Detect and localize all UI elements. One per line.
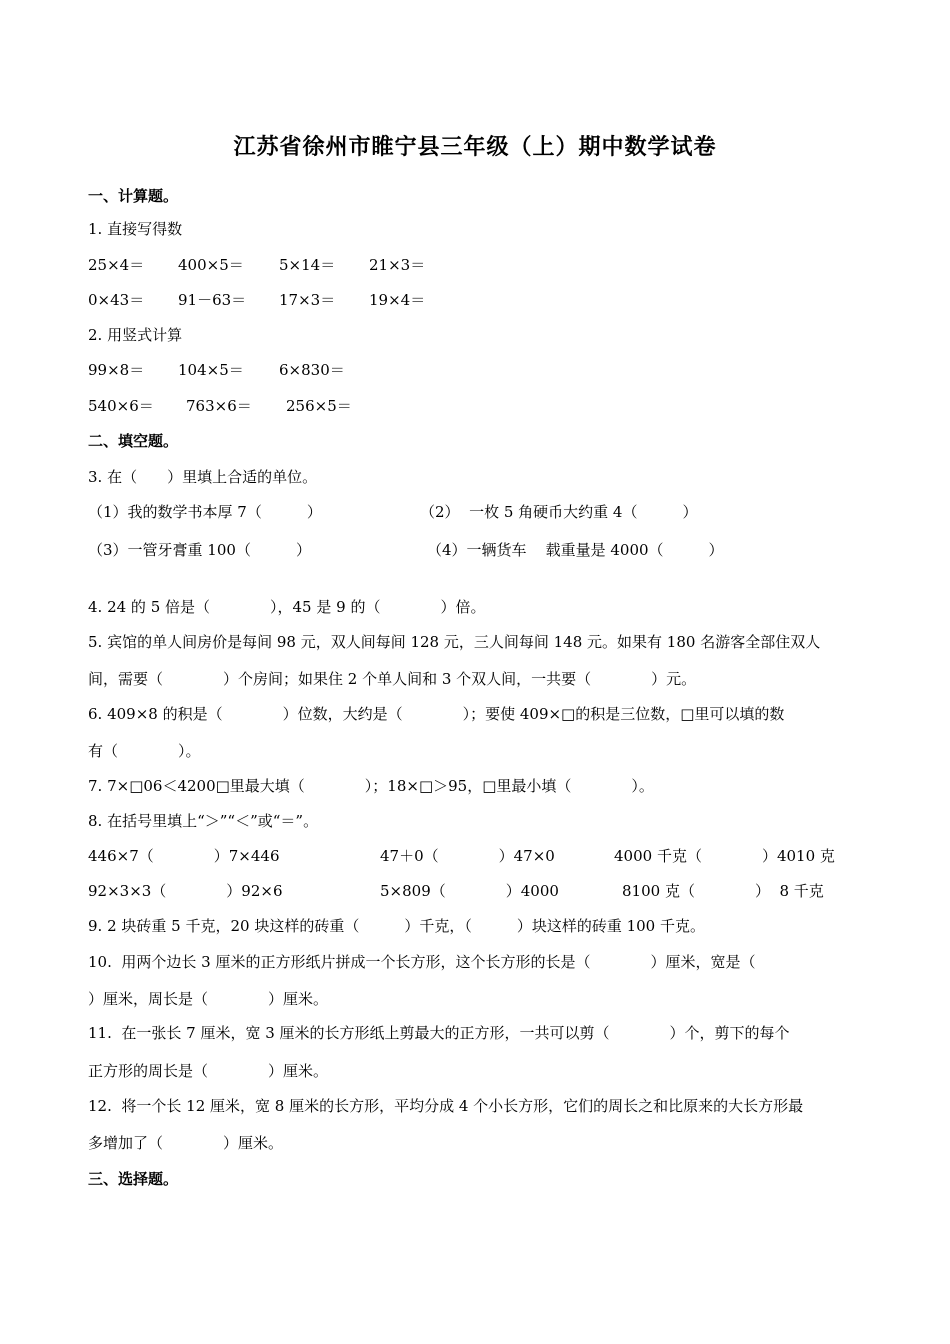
q1-item: 91－63＝	[178, 291, 247, 309]
q8-item: 446×7（ ）7×446	[88, 847, 280, 865]
q1-item: 17×3＝	[279, 291, 336, 309]
q3-item: （4）一辆货车 载重量是 4000（ ）	[427, 541, 724, 559]
question-11-line-2: 正方形的周长是（ ）厘米。	[88, 1062, 329, 1080]
question-12-line-2: 多增加了（ ）厘米。	[88, 1134, 284, 1152]
question-11-line-1: 11. 在一张长 7 厘米，宽 3 厘米的长方形纸上剪最大的正方形，一共可以剪（ ）个，剪下的每个	[88, 1024, 790, 1042]
q8-item: 4000 千克（ ）4010 克	[614, 847, 835, 865]
question-9: 9. 2 块砖重 5 千克，20 块这样的砖重（ ）千克，（ ）块这样的砖重 100 千克。	[88, 917, 705, 935]
question-12-line-1: 12. 将一个长 12 厘米，宽 8 厘米的长方形，平均分成 4 个小长方形，它们的周长之和比原来的大长方形最	[88, 1097, 804, 1115]
question-5-line-2: 间，需要（ ）个房间；如果住 2 个单人间和 3 个双人间，一共要（ ）元。	[88, 670, 697, 688]
q2-item: 540×6＝	[88, 397, 154, 415]
q3-item: （2） 一枚 5 角硬币大约重 4（ ）	[420, 503, 698, 521]
q3-item: （1）我的数学书本厚 7（ ）	[88, 503, 322, 521]
q2-item: 99×8＝	[88, 361, 145, 379]
question-2-label: 2. 用竖式计算	[88, 326, 183, 344]
q3-item: （3）一管牙膏重 100（ ）	[88, 541, 311, 559]
q2-item: 256×5＝	[286, 397, 352, 415]
q8-item: 47＋0（ ）47×0	[380, 847, 555, 865]
question-6-line-1: 6. 409×8 的积是（ ）位数，大约是（ ）；要使 409×□的积是三位数，□里可以填的数	[88, 705, 785, 723]
question-1-label: 1. 直接写得数	[88, 220, 183, 238]
q2-item: 763×6＝	[186, 397, 252, 415]
q1-item: 21×3＝	[369, 256, 426, 274]
q1-item: 25×4＝	[88, 256, 145, 274]
q1-item: 400×5＝	[178, 256, 244, 274]
q2-item: 6×830＝	[279, 361, 345, 379]
q1-item: 0×43＝	[88, 291, 145, 309]
q8-item: 92×3×3（ ）92×6	[88, 882, 283, 900]
question-10-line-2: ）厘米，周长是（ ）厘米。	[88, 990, 329, 1008]
question-3-label: 3. 在（ ）里填上合适的单位。	[88, 468, 318, 486]
q2-item: 104×5＝	[178, 361, 244, 379]
question-5-line-1: 5. 宾馆的单人间房价是每间 98 元，双人间每间 128 元，三人间每间 148 元。如果有 180 名游客全部住双人	[88, 633, 821, 651]
section-calculation: 一、计算题。	[88, 187, 179, 205]
section-choice: 三、选择题。	[88, 1170, 179, 1188]
question-7: 7. 7×□06＜4200□里最大填（ ）；18×□＞95，□里最小填（ ）。	[88, 777, 654, 795]
question-8-label: 8. 在括号里填上“＞”“＜”或“＝”。	[88, 812, 319, 830]
q8-item: 5×809（ ）4000	[380, 882, 559, 900]
question-10-line-1: 10. 用两个边长 3 厘米的正方形纸片拼成一个长方形，这个长方形的长是（ ）厘米，宽是（	[88, 953, 756, 971]
q1-item: 5×14＝	[279, 256, 336, 274]
question-6-line-2: 有（ ）。	[88, 742, 201, 760]
page-title: 江苏省徐州市睢宁县三年级（上）期中数学试卷	[233, 135, 717, 160]
q8-item: 8100 克（ ） 8 千克	[622, 882, 824, 900]
section-fill-blank: 二、填空题。	[88, 432, 179, 450]
question-4: 4. 24 的 5 倍是（ ），45 是 9 的（ ）倍。	[88, 598, 486, 616]
q1-item: 19×4＝	[369, 291, 426, 309]
